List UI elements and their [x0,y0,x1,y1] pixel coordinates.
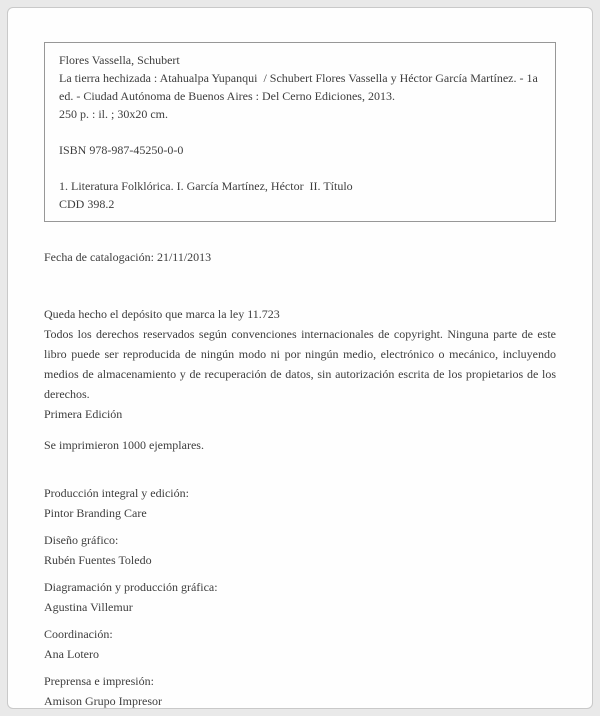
credit-name: Ana Lotero [44,647,99,661]
cataloging-box [44,42,556,222]
credit-name: Pintor Branding Care [44,506,147,520]
legal-notice-block [44,304,556,424]
credit-role: Coordinación: [44,627,113,641]
credit-role: Preprensa e impresión: [44,674,154,688]
credit-item [44,624,556,664]
credit-item [44,483,556,523]
cip-cdd-line: CDD 398.2 [59,197,115,211]
cip-title-statement: La tierra hechizada : Atahualpa Yupanqui / Schubert Flores Vassella y Héctor García Martínez. - 1a ed. - Ciudad Autónoma de Buenos Aires : Del Cerno Ediciones, 2013. [59,71,541,103]
deposit-law-line: Queda hecho el depósito que marca la ley 11.723 [44,307,280,321]
credit-name: Amison Grupo Impresor [44,694,162,708]
cip-isbn-line: ISBN 978-987-45250-0-0 [59,143,184,157]
credit-name: Agustina Villemur [44,600,133,614]
cip-author-line: Flores Vassella, Schubert [59,53,180,67]
document-page [7,7,593,709]
print-run-line: Se imprimieron 1000 ejemplares. [44,438,204,452]
cip-tracings-line: 1. Literatura Folklórica. I. García Martínez, Héctor II. Título [59,179,353,193]
copyright-paragraph: Todos los derechos reservados según convenciones internacionales de copyright. Ninguna parte de este libro puede ser reproducida de ningún modo ni por ningún medio, electrónico o mecánico, incluyendo medios de almacenamiento y de recuperación de datos, sin autorización escrita de los propietarios de los derechos. [44,327,556,401]
credits-list [44,483,556,709]
catalog-date-line: Fecha de catalogación: 21/11/2013 [44,250,212,264]
credit-item [44,671,556,709]
edition-line: Primera Edición [44,407,123,421]
credit-item [44,530,556,570]
credit-role: Diseño gráfico: [44,533,119,547]
credit-role: Diagramación y producción gráfica: [44,580,218,594]
cip-physical-description: 250 p. : il. ; 30x20 cm. [59,107,168,121]
credit-item [44,577,556,617]
credit-role: Producción integral y edición: [44,486,189,500]
credit-name: Rubén Fuentes Toledo [44,553,152,567]
